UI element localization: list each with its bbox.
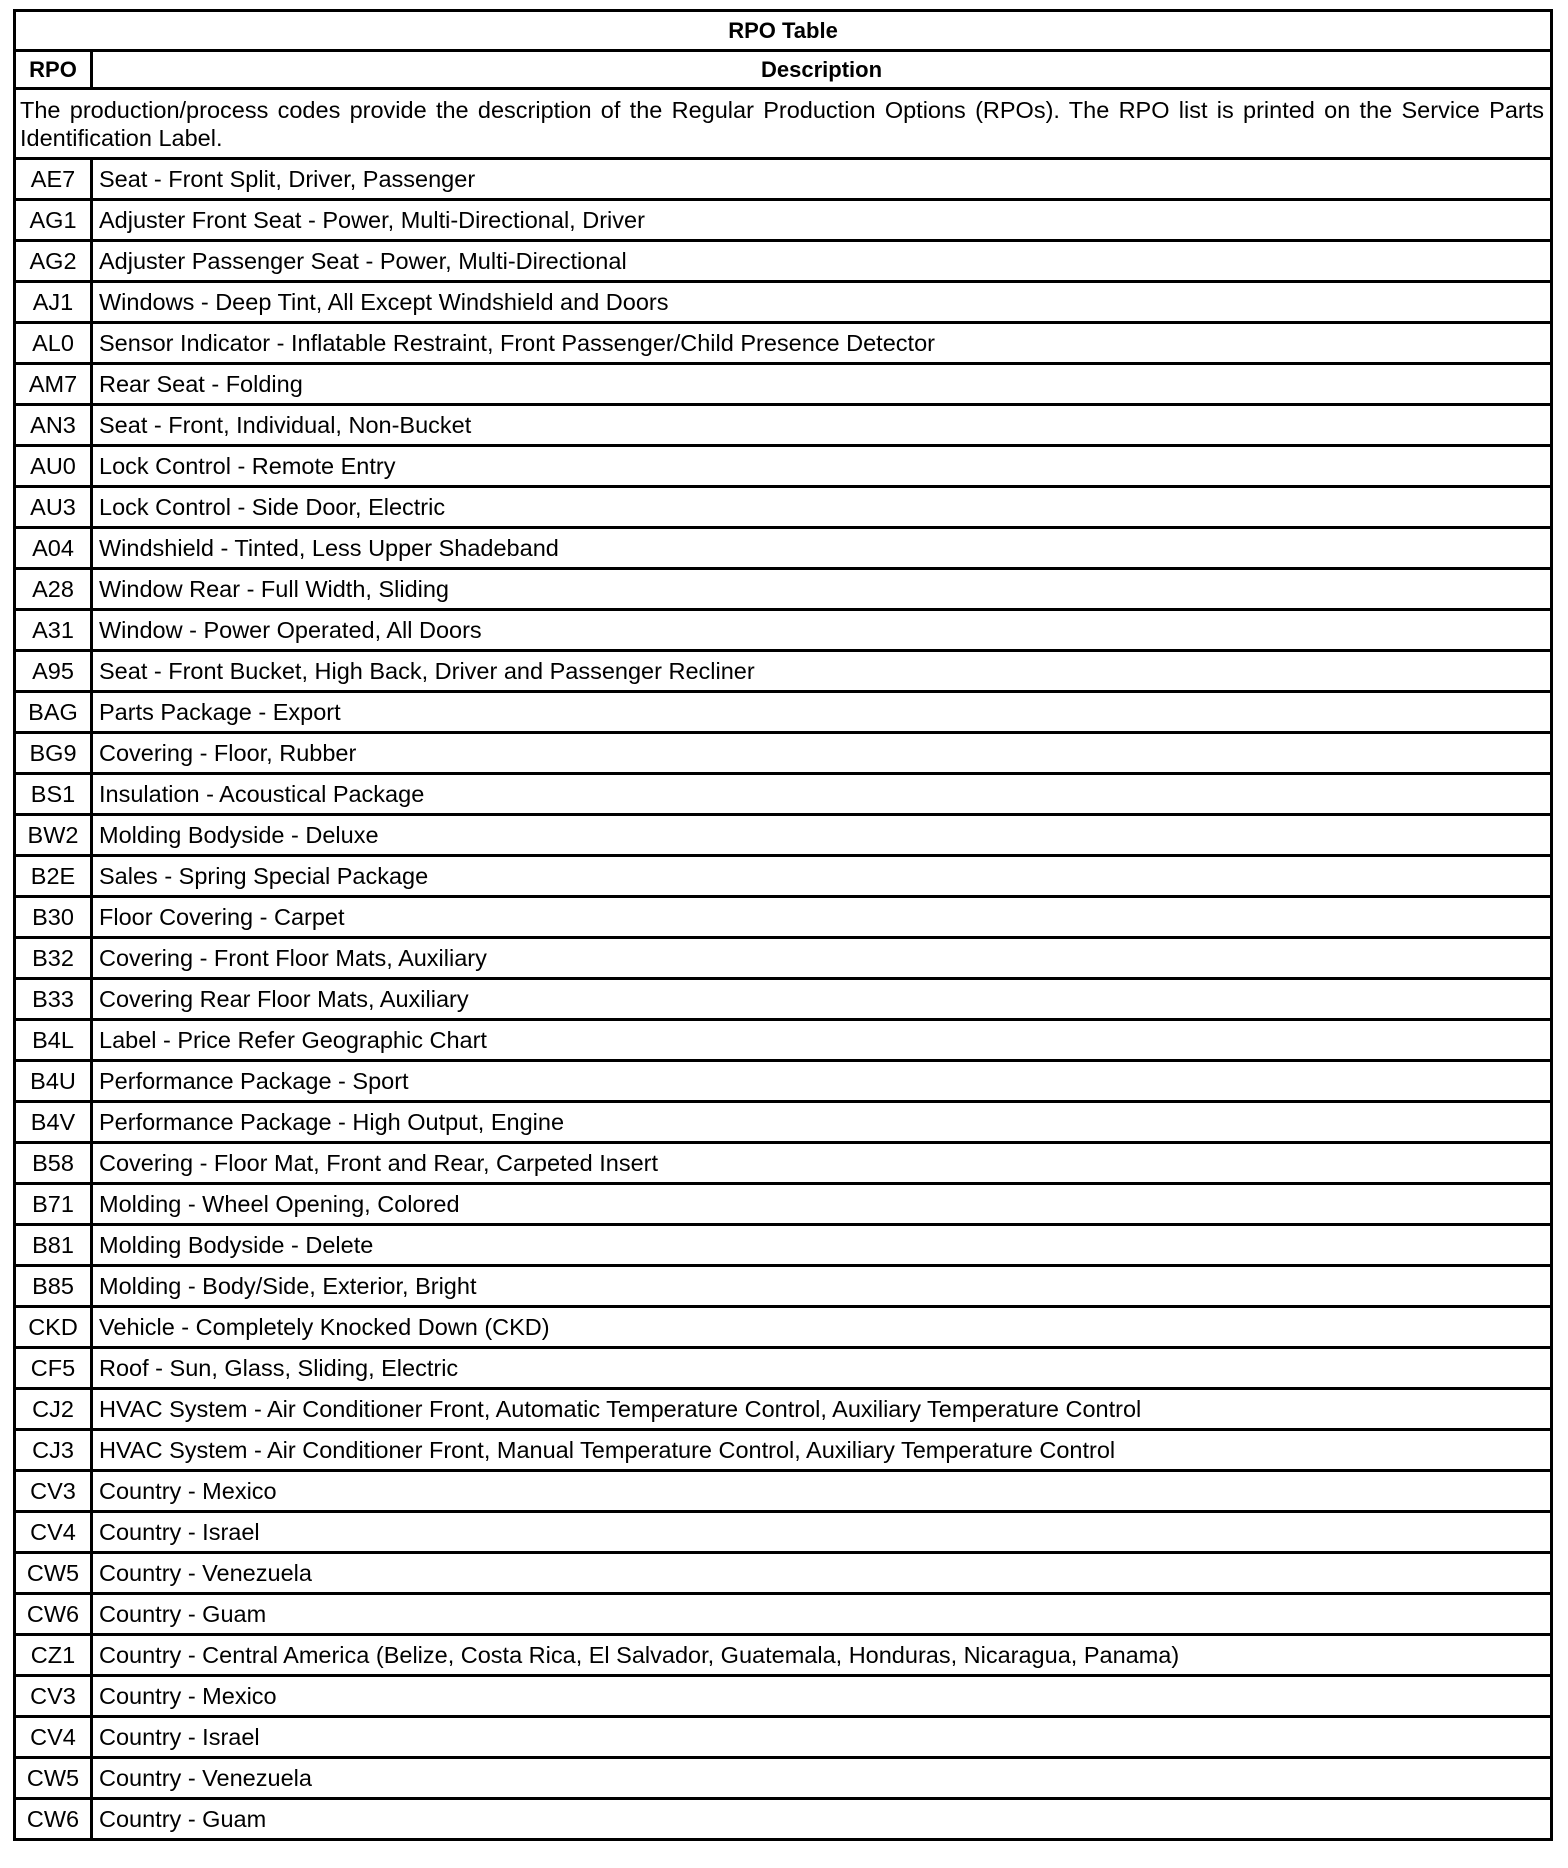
- rpo-description-cell: Seat - Front Bucket, High Back, Driver and Passenger Recliner: [99, 657, 755, 684]
- table-row: [16, 1677, 1550, 1718]
- table-row: [16, 611, 1550, 652]
- rpo-description-cell: Country - Israel: [99, 1518, 260, 1545]
- table-row: [16, 201, 1550, 242]
- rpo-description-cell: Window - Power Operated, All Doors: [99, 616, 482, 643]
- table-row: [16, 1349, 1550, 1390]
- table-row: [16, 652, 1550, 693]
- table-row: [16, 570, 1550, 611]
- rpo-description-cell: Window Rear - Full Width, Sliding: [99, 575, 449, 602]
- table-row: [16, 1800, 1550, 1838]
- rpo-description-cell: Country - Mexico: [99, 1477, 277, 1504]
- rpo-description-cell: Adjuster Passenger Seat - Power, Multi-Directional: [99, 247, 627, 274]
- table-row: [16, 1595, 1550, 1636]
- rpo-description-cell: Lock Control - Side Door, Electric: [99, 493, 446, 520]
- table-row: [16, 775, 1550, 816]
- rpo-code-cell: A31: [16, 611, 93, 649]
- rpo-column-header: RPO: [16, 52, 93, 87]
- rpo-table: [13, 9, 1553, 1841]
- rpo-code-cell: AG2: [16, 242, 93, 280]
- rpo-description-cell: HVAC System - Air Conditioner Front, Manual Temperature Control, Auxiliary Temperature Control: [99, 1436, 1116, 1463]
- table-row: [16, 857, 1550, 898]
- rpo-code-cell: B81: [16, 1226, 93, 1264]
- table-row: [16, 406, 1550, 447]
- table-row: [16, 529, 1550, 570]
- table-row: [16, 1472, 1550, 1513]
- rpo-description-cell: Molding Bodyside - Delete: [99, 1231, 374, 1258]
- table-row: [16, 324, 1550, 365]
- rpo-description-cell: Country - Central America (Belize, Costa Rica, El Salvador, Guatemala, Honduras, Nicaragua, Panama): [99, 1641, 1180, 1668]
- rpo-code-cell: B30: [16, 898, 93, 936]
- table-row: [16, 488, 1550, 529]
- rpo-description-cell: Performance Package - High Output, Engine: [99, 1108, 565, 1135]
- rpo-code-cell: A95: [16, 652, 93, 690]
- rpo-description-cell: Vehicle - Completely Knocked Down (CKD): [99, 1313, 550, 1340]
- rpo-code-cell: B4L: [16, 1021, 93, 1059]
- rpo-description-cell: HVAC System - Air Conditioner Front, Automatic Temperature Control, Auxiliary Temperature Control: [99, 1395, 1142, 1422]
- rpo-code-cell: B85: [16, 1267, 93, 1305]
- rpo-code-cell: AM7: [16, 365, 93, 403]
- rpo-description-cell: Covering Rear Floor Mats, Auxiliary: [99, 985, 469, 1012]
- rpo-description-cell: Roof - Sun, Glass, Sliding, Electric: [99, 1354, 459, 1381]
- rpo-code-cell: CKD: [16, 1308, 93, 1346]
- rpo-description-cell: Insulation - Acoustical Package: [99, 780, 425, 807]
- rpo-code-cell: B4U: [16, 1062, 93, 1100]
- rpo-code-cell: B2E: [16, 857, 93, 895]
- table-row: [16, 734, 1550, 775]
- rpo-code-cell: AU3: [16, 488, 93, 526]
- table-row: [16, 447, 1550, 488]
- rpo-description-cell: Floor Covering - Carpet: [99, 903, 345, 930]
- rpo-code-cell: CJ3: [16, 1431, 93, 1469]
- table-row: [16, 980, 1550, 1021]
- rpo-code-cell: CJ2: [16, 1390, 93, 1428]
- rpo-code-cell: BAG: [16, 693, 93, 731]
- rpo-code-cell: BG9: [16, 734, 93, 772]
- rpo-code-cell: CV4: [16, 1718, 93, 1756]
- rpo-description-cell: Molding Bodyside - Deluxe: [99, 821, 379, 848]
- rpo-code-cell: CW5: [16, 1759, 93, 1797]
- rpo-code-cell: AL0: [16, 324, 93, 362]
- table-row: [16, 1185, 1550, 1226]
- rpo-code-cell: B32: [16, 939, 93, 977]
- table-row: [16, 1431, 1550, 1472]
- rpo-description-cell: Performance Package - Sport: [99, 1067, 409, 1094]
- rpo-description-cell: Rear Seat - Folding: [99, 370, 303, 397]
- description-column-header: Description: [760, 56, 883, 82]
- rpo-description-cell: Windows - Deep Tint, All Except Windshield and Doors: [99, 288, 669, 315]
- table-title: RPO Table: [16, 12, 1550, 52]
- rpo-description-cell: Sales - Spring Special Package: [99, 862, 429, 889]
- rpo-description-cell: Adjuster Front Seat - Power, Multi-Directional, Driver: [99, 206, 645, 233]
- table-row: [16, 1308, 1550, 1349]
- rpo-code-cell: AN3: [16, 406, 93, 444]
- rpo-code-cell: CZ1: [16, 1636, 93, 1674]
- rpo-code-cell: BW2: [16, 816, 93, 854]
- table-row: [16, 1513, 1550, 1554]
- table-row: [16, 1062, 1550, 1103]
- rpo-code-cell: B33: [16, 980, 93, 1018]
- rpo-description-cell: Country - Mexico: [99, 1682, 277, 1709]
- rpo-code-cell: B4V: [16, 1103, 93, 1141]
- table-row: [16, 1144, 1550, 1185]
- table-row: [16, 1103, 1550, 1144]
- rpo-code-cell: A28: [16, 570, 93, 608]
- rpo-code-cell: B58: [16, 1144, 93, 1182]
- rpo-code-cell: A04: [16, 529, 93, 567]
- rpo-description-cell: Molding - Wheel Opening, Colored: [99, 1190, 460, 1217]
- rpo-code-cell: CV3: [16, 1677, 93, 1715]
- rpo-code-cell: BS1: [16, 775, 93, 813]
- table-row: [16, 1636, 1550, 1677]
- rpo-description-cell: Country - Venezuela: [99, 1559, 312, 1586]
- table-header-row: [16, 52, 1550, 90]
- rpo-description-cell: Windshield - Tinted, Less Upper Shadeband: [99, 534, 559, 561]
- rpo-code-cell: B71: [16, 1185, 93, 1223]
- rpo-description-cell: Label - Price Refer Geographic Chart: [99, 1026, 487, 1053]
- table-row: [16, 939, 1550, 980]
- table-row: [16, 283, 1550, 324]
- rpo-description-cell: Lock Control - Remote Entry: [99, 452, 396, 479]
- rpo-code-cell: CV4: [16, 1513, 93, 1551]
- rpo-description-cell: Country - Guam: [99, 1805, 267, 1832]
- table-row: [16, 1226, 1550, 1267]
- table-row: [16, 816, 1550, 857]
- rpo-description-cell: Sensor Indicator - Inflatable Restraint, Front Passenger/Child Presence Detector: [99, 329, 935, 356]
- rpo-description-cell: Seat - Front, Individual, Non-Bucket: [99, 411, 472, 438]
- table-row: [16, 1759, 1550, 1800]
- rpo-code-cell: AJ1: [16, 283, 93, 321]
- rpo-code-cell: AU0: [16, 447, 93, 485]
- table-body: [16, 160, 1550, 1838]
- rpo-code-cell: CW6: [16, 1595, 93, 1633]
- rpo-code-cell: AG1: [16, 201, 93, 239]
- rpo-description-cell: Covering - Floor Mat, Front and Rear, Carpeted Insert: [99, 1149, 659, 1176]
- rpo-code-cell: CF5: [16, 1349, 93, 1387]
- table-row: [16, 1718, 1550, 1759]
- rpo-description-cell: Parts Package - Export: [99, 698, 341, 725]
- rpo-code-cell: CW5: [16, 1554, 93, 1592]
- rpo-code-cell: CW6: [16, 1800, 93, 1838]
- rpo-description-cell: Covering - Floor, Rubber: [99, 739, 357, 766]
- table-row: [16, 898, 1550, 939]
- table-row: [16, 365, 1550, 406]
- table-row: [16, 693, 1550, 734]
- rpo-description-cell: Country - Guam: [99, 1600, 267, 1627]
- rpo-description-cell: Covering - Front Floor Mats, Auxiliary: [99, 944, 487, 971]
- table-row: [16, 160, 1550, 201]
- rpo-description-cell: Country - Israel: [99, 1723, 260, 1750]
- rpo-code-cell: CV3: [16, 1472, 93, 1510]
- rpo-description-cell: Country - Venezuela: [99, 1764, 312, 1791]
- table-row: [16, 1390, 1550, 1431]
- rpo-description-cell: Molding - Body/Side, Exterior, Bright: [99, 1272, 477, 1299]
- table-row: [16, 1554, 1550, 1595]
- table-row: [16, 1021, 1550, 1062]
- rpo-description-cell: Seat - Front Split, Driver, Passenger: [99, 165, 476, 192]
- table-row: [16, 242, 1550, 283]
- intro-text: The production/process codes provide the description of the Regular Production Options (RPOs). The RPO list is printed on the Service Parts Identification Label.: [16, 90, 1550, 160]
- table-row: [16, 1267, 1550, 1308]
- rpo-code-cell: AE7: [16, 160, 93, 198]
